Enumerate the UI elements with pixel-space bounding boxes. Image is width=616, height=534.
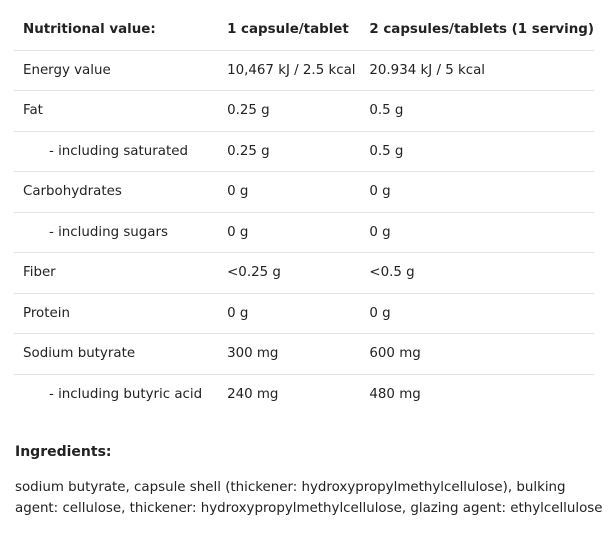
row-value-one: 0.25 g (227, 131, 369, 172)
row-value-two: 0.5 g (369, 91, 594, 132)
row-label: - including butyric acid (49, 387, 203, 402)
row-label: - including sugars (14, 212, 227, 253)
row-value-two: 0 g (369, 293, 594, 334)
table-row (14, 91, 594, 132)
row-value-one: 0.25 g (227, 91, 369, 132)
row-value-one: 0 g (227, 172, 369, 213)
row-label: - including saturated (14, 131, 227, 172)
table-row (14, 172, 594, 213)
row-label: Carbohydrates (14, 172, 227, 213)
ingredients-heading: Ingredients: (15, 444, 112, 460)
table-row (14, 334, 594, 375)
header-nutrient: Nutritional value: (14, 10, 227, 50)
table-row (14, 50, 594, 91)
row-value-two: 0 g (369, 212, 594, 253)
header-two-capsules: 2 capsules/tablets (1 serving) (369, 10, 594, 50)
row-value-one: <0.25 g (227, 253, 369, 294)
table-header-row (14, 10, 594, 50)
row-label: Energy value (14, 50, 227, 91)
row-value-two: 480 mg (369, 387, 421, 402)
table-row (14, 253, 594, 294)
row-value-two: 20.934 kJ / 5 kcal (369, 50, 594, 91)
row-value-one: 0 g (227, 212, 369, 253)
nutrition-table (14, 10, 594, 415)
header-one-capsule: 1 capsule/tablet (227, 10, 369, 50)
row-label: Fiber (14, 253, 227, 294)
row-value-one: 300 mg (227, 334, 369, 375)
ingredients-text: sodium butyrate, capsule shell (thickener: hydroxypropylmethylcellulose), bulking agent: cellulose, thickener: hydroxypropylmethylcellulose, glazing agent: ethylcellulose (15, 480, 603, 516)
row-value-two: 0.5 g (369, 131, 594, 172)
row-label: Protein (14, 293, 227, 334)
row-value-two: 600 mg (369, 334, 594, 375)
row-value-one: 10,467 kJ / 2.5 kcal (227, 50, 369, 91)
row-value-two: <0.5 g (369, 253, 594, 294)
table-row (14, 131, 594, 172)
row-value-two: 0 g (369, 172, 594, 213)
row-label: Sodium butyrate (14, 334, 227, 375)
table-row (14, 293, 594, 334)
row-value-one: 240 mg (227, 387, 279, 402)
table-row (14, 374, 594, 415)
table-row (14, 212, 594, 253)
row-value-one: 0 g (227, 293, 369, 334)
row-label: Fat (14, 91, 227, 132)
